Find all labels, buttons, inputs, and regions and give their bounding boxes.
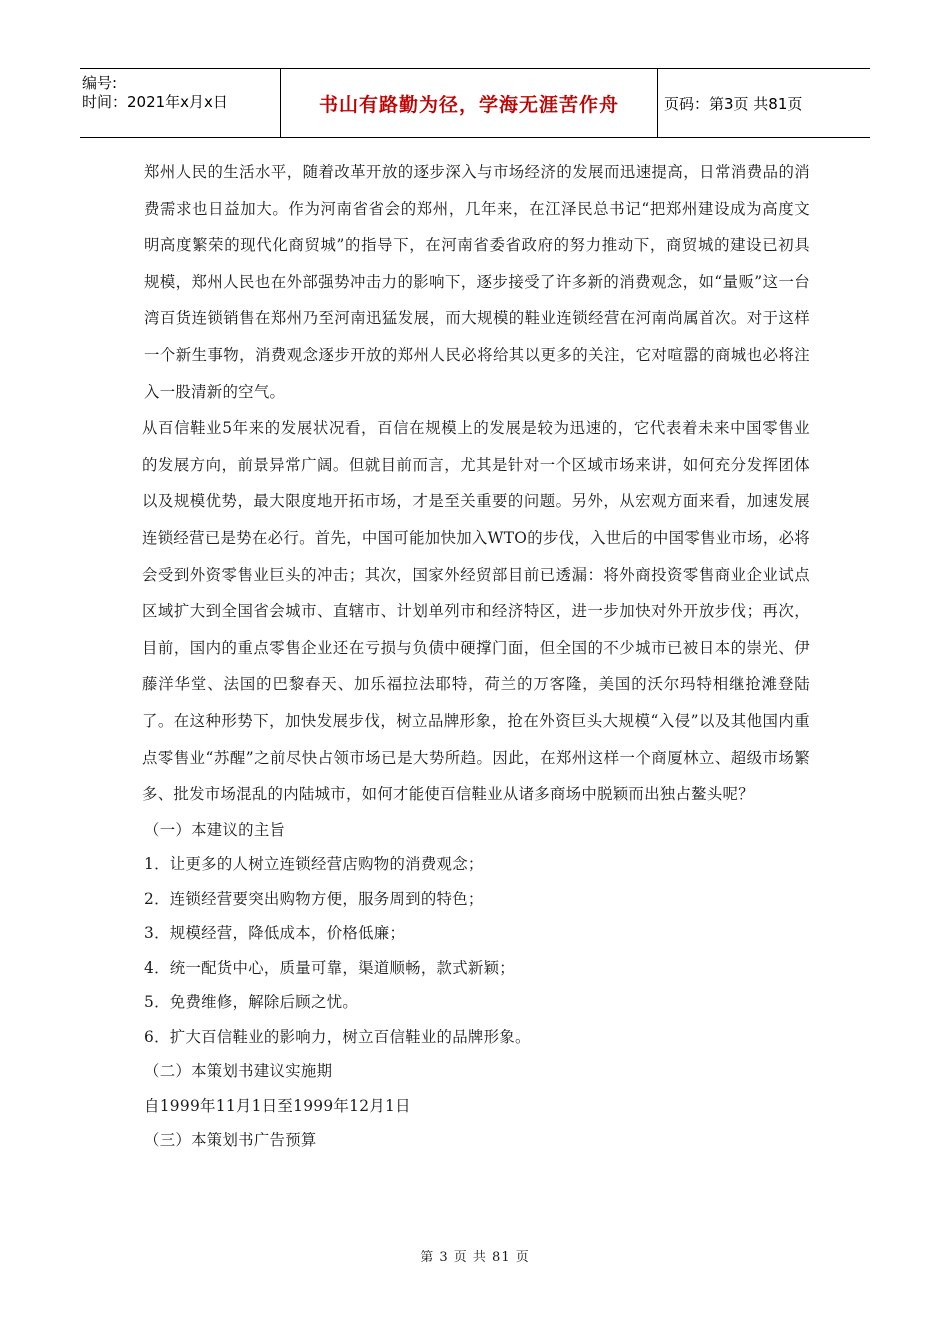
- header-page-info: 页码：第3页 共81页: [664, 94, 803, 113]
- list-item: 5．免费维修，解除后顾之忧。: [144, 993, 359, 1012]
- date-label: 时间：2021年x月x日: [82, 93, 228, 111]
- section-1-title: （一）本建议的主旨: [144, 820, 286, 839]
- header-meta: [80, 69, 280, 137]
- list-item: 1．让更多的人树立连锁经营店购物的消费观念；: [144, 855, 484, 874]
- serial-label: 编号:: [82, 74, 118, 92]
- motto-text: 书山有路勤为径，学海无涯苦作舟: [318, 93, 619, 116]
- list-item: 2．连锁经营要突出购物方便，服务周到的特色；: [144, 889, 484, 908]
- paragraph-2: 从百信鞋业5年来的发展状况看，百信在规模上的发展是较为迅速的，它代表着未来中国零售业的发展方向，前景异常广阔。但就目前而言，尤其是针对一个区域市场来讲，如何充分发挥团体以及规模优势，最大限度地开拓市场，才是至关重要的问题。另外，从宏观方面来看，加速发展连锁经营已是势在必行。首先，中国可能加快加入WTO的步伐，入世后的中国零售业市场，必将会受到外资零售业巨头的冲击；其次，国家外经贸部目前已透漏：将外商投资零售商业企业试点区域扩大到全国省会城市、直辖市、计划单列市和经济特区，进一步加快对外开放步伐；再次，目前，国内的重点零售企业还在亏损与负债中硬撑门面，但全国的不少城市已被日本的崇光、伊藤洋华堂、法国的巴黎春天、加乐福拉法耶特，荷兰的万客隆，美国的沃尔玛特相继抢滩登陆了。在这种形势下，加快发展步伐，树立品牌形象，抢在外资巨头大规模“入侵”以及其他国内重点零售业“苏醒”之前尽快占领市场已是大势所趋。因此，在郑州这样一个商厦林立、超级市场繁多、批发市场混乱的内陆城市，如何才能使百信鞋业从诸多商场中脱颖而出独占鳌头呢？: [142, 419, 810, 804]
- list-item: 4．统一配货中心，质量可靠，渠道顺畅，款式新颖；: [144, 958, 515, 977]
- header-motto: [280, 69, 658, 137]
- list-item: 3．规模经营，降低成本，价格低廉；: [144, 924, 406, 943]
- document-body: [144, 154, 810, 1158]
- section-3-title: （三）本策划书广告预算: [144, 1131, 317, 1150]
- paragraph-1: 郑州人民的生活水平，随着改革开放的逐步深入与市场经济的发展而迅速提高，日常消费品的消费需求也日益加大。作为河南省省会的郑州，几年来，在江泽民总书记“把郑州建设成为高度文明高度繁荣的现代化商贸城”的指导下，在河南省委省政府的努力推动下，商贸城的建设已初具规模，郑州人民也在外部强势冲击力的影响下，逐步接受了许多新的消费观念，如“量贩”这一台湾百货连锁销售在郑州乃至河南迅猛发展，而大规模的鞋业连锁经营在河南尚属首次。对于这样一个新生事物，消费观念逐步开放的郑州人民必将给其以更多的关注，它对喧嚣的商城也必将注入一股清新的空气。: [144, 163, 810, 401]
- section-2-title: （二）本策划书建议实施期: [144, 1062, 333, 1081]
- section-2-text: 自1999年11月1日至1999年12月1日: [144, 1096, 411, 1115]
- list-item: 6．扩大百信鞋业的影响力，树立百信鞋业的品牌形象。: [144, 1027, 531, 1046]
- page-footer: 第 3 页 共 81 页: [420, 1250, 530, 1265]
- page-header: [80, 68, 870, 138]
